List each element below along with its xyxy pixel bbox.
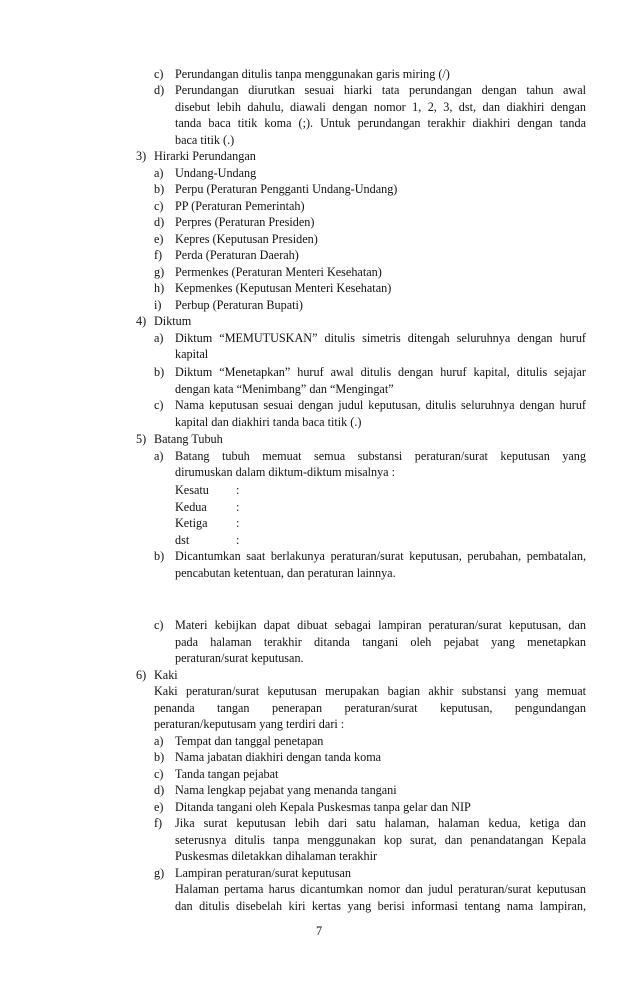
item-label: a) xyxy=(154,330,164,345)
item-text: peraturan/surat keputusan. xyxy=(175,651,304,665)
paragraph-line: Kaki peraturan/surat keputusan merupakan bagian akhir substansi yang memuat xyxy=(154,684,586,698)
item-text: pada halaman terakhir ditanda tangani oleh pejabat yang menetapkan xyxy=(175,634,586,649)
item-label: a) xyxy=(154,733,164,748)
item-text: Dicantumkan saat berlakunya peraturan/surat keputusan, perubahan, pembatalan, xyxy=(175,549,586,563)
item-label: b) xyxy=(154,182,165,196)
item-text: Perpu (Peraturan Pengganti Undang-Undang) xyxy=(175,182,398,196)
item-text: Lampiran peraturan/surat keputusan xyxy=(175,865,351,880)
colon: : xyxy=(236,532,240,547)
item-label: b) xyxy=(154,750,165,764)
item-label: e) xyxy=(154,231,164,246)
item-label: d) xyxy=(154,783,165,797)
item-text: Nama lengkap pejabat yang menanda tangani xyxy=(175,783,397,797)
item-label: e) xyxy=(154,799,164,814)
item-text: Materi kebijkan dapat dibuat sebagai lampiran peraturan/surat keputusan, dan xyxy=(175,618,586,632)
item-text: disebut lebih dahulu, diawali dengan nomor 1, 2, 3, dst, dan diakhiri dengan xyxy=(175,99,586,114)
item-label: a) xyxy=(154,448,164,463)
item-text: dan ditulis disebelah kiri kertas yang berisi informasi tentang nama lampiran, xyxy=(175,898,586,913)
paragraph-line: penanda tangan penerapan peraturan/surat keputusan, pengundangan xyxy=(154,700,586,715)
section-number: 5) xyxy=(136,432,147,446)
section-number: 6) xyxy=(136,667,147,682)
item-text: pencabutan ketentuan, dan peraturan lainnya. xyxy=(175,565,396,580)
page-number: 7 xyxy=(315,924,323,938)
item-label: c) xyxy=(154,398,164,412)
diktum-name: Kedua xyxy=(175,499,207,514)
item-text: PP (Peraturan Pemerintah) xyxy=(175,198,305,213)
item-text: Ditanda tangani oleh Kepala Puskesmas tanpa gelar dan NIP xyxy=(175,799,471,814)
colon: : xyxy=(236,483,240,497)
item-text: Diktum “MEMUTUSKAN” ditulis simetris ditengah seluruhnya dengan huruf xyxy=(175,330,586,345)
item-text: Batang tubuh memuat semua substansi peraturan/surat keputusan yang xyxy=(175,448,586,463)
item-text: Nama keputusan sesuai dengan judul keputusan, ditulis seluruhnya dengan huruf xyxy=(175,398,586,412)
item-text: Puskesmas diletakkan dihalaman terakhir xyxy=(175,849,378,863)
item-text: dirumuskan dalam diktum-diktum misalnya : xyxy=(175,465,396,479)
item-text: baca titik (.) xyxy=(175,132,235,147)
diktum-name: dst xyxy=(175,532,190,547)
item-text: Nama jabatan diakhiri dengan tanda koma xyxy=(175,750,382,764)
item-label: d) xyxy=(154,215,165,229)
item-text: Perpres (Peraturan Presiden) xyxy=(175,215,315,229)
section-title: Batang Tubuh xyxy=(154,432,223,446)
item-text: Perundangan ditulis tanpa menggunakan garis miring (/) xyxy=(175,67,450,81)
item-text: kapital xyxy=(175,347,209,361)
section-number: 4) xyxy=(136,314,147,328)
item-label: f) xyxy=(154,816,163,830)
item-label: b) xyxy=(154,365,165,379)
item-text: Kepres (Keputusan Presiden) xyxy=(175,231,318,246)
item-label: c) xyxy=(154,766,164,781)
diktum-name: Ketiga xyxy=(175,516,208,530)
colon: : xyxy=(236,516,240,530)
item-label: c) xyxy=(154,67,164,81)
item-label: g) xyxy=(154,264,165,279)
item-label: b) xyxy=(154,549,165,563)
item-label: a) xyxy=(154,165,164,180)
item-label: d) xyxy=(154,83,165,97)
paragraph-line: peraturan/keputusam yang terdiri dari : xyxy=(154,717,345,731)
section-title: Diktum xyxy=(154,314,192,328)
diktum-name: Kesatu xyxy=(175,483,209,497)
item-text: Halaman pertama harus dicantumkan nomor dan judul peraturan/surat keputusan xyxy=(175,882,586,896)
item-text: Tempat dan tanggal penetapan xyxy=(175,733,324,748)
item-text: Jika surat keputusan lebih dari satu halaman, halaman kedua, ketiga dan xyxy=(175,816,586,830)
item-text: Diktum “Menetapkan” huruf awal ditulis dengan huruf kapital, ditulis sejajar xyxy=(175,365,586,379)
item-label: c) xyxy=(154,198,164,213)
item-label: h) xyxy=(154,281,165,295)
item-text: tanda baca titik koma (;). Untuk perundangan terakhir diakhiri dengan tanda xyxy=(175,116,586,130)
colon: : xyxy=(236,499,240,514)
item-text: Perda (Peraturan Daerah) xyxy=(175,248,299,262)
item-text: seterusnya ditulis tanpa menggunakan kop surat, dan penandatangan Kepala xyxy=(175,832,586,847)
section-title: Kaki xyxy=(154,667,178,682)
item-text: kapital dan diakhiri tanda baca titik (.) xyxy=(175,414,362,429)
item-text: Undang-Undang xyxy=(175,165,257,180)
section-title: Hirarki Perundangan xyxy=(154,149,256,163)
item-text: Perbup (Peraturan Bupati) xyxy=(175,297,303,312)
item-label: f) xyxy=(154,248,163,262)
item-label: c) xyxy=(154,618,164,632)
section-number: 3) xyxy=(136,149,147,163)
item-text: Tanda tangan pejabat xyxy=(175,766,279,781)
item-text: Perundangan diurutkan sesuai hiarki tata perundangan dengan tahun awal xyxy=(175,83,586,97)
item-text: dengan kata “Menimbang” dan “Mengingat” xyxy=(175,381,394,396)
item-text: Permenkes (Peraturan Menteri Kesehatan) xyxy=(175,264,382,279)
item-text: Kepmenkes (Keputusan Menteri Kesehatan) xyxy=(175,281,392,295)
item-label: g) xyxy=(154,865,165,880)
item-label: i) xyxy=(154,297,162,312)
